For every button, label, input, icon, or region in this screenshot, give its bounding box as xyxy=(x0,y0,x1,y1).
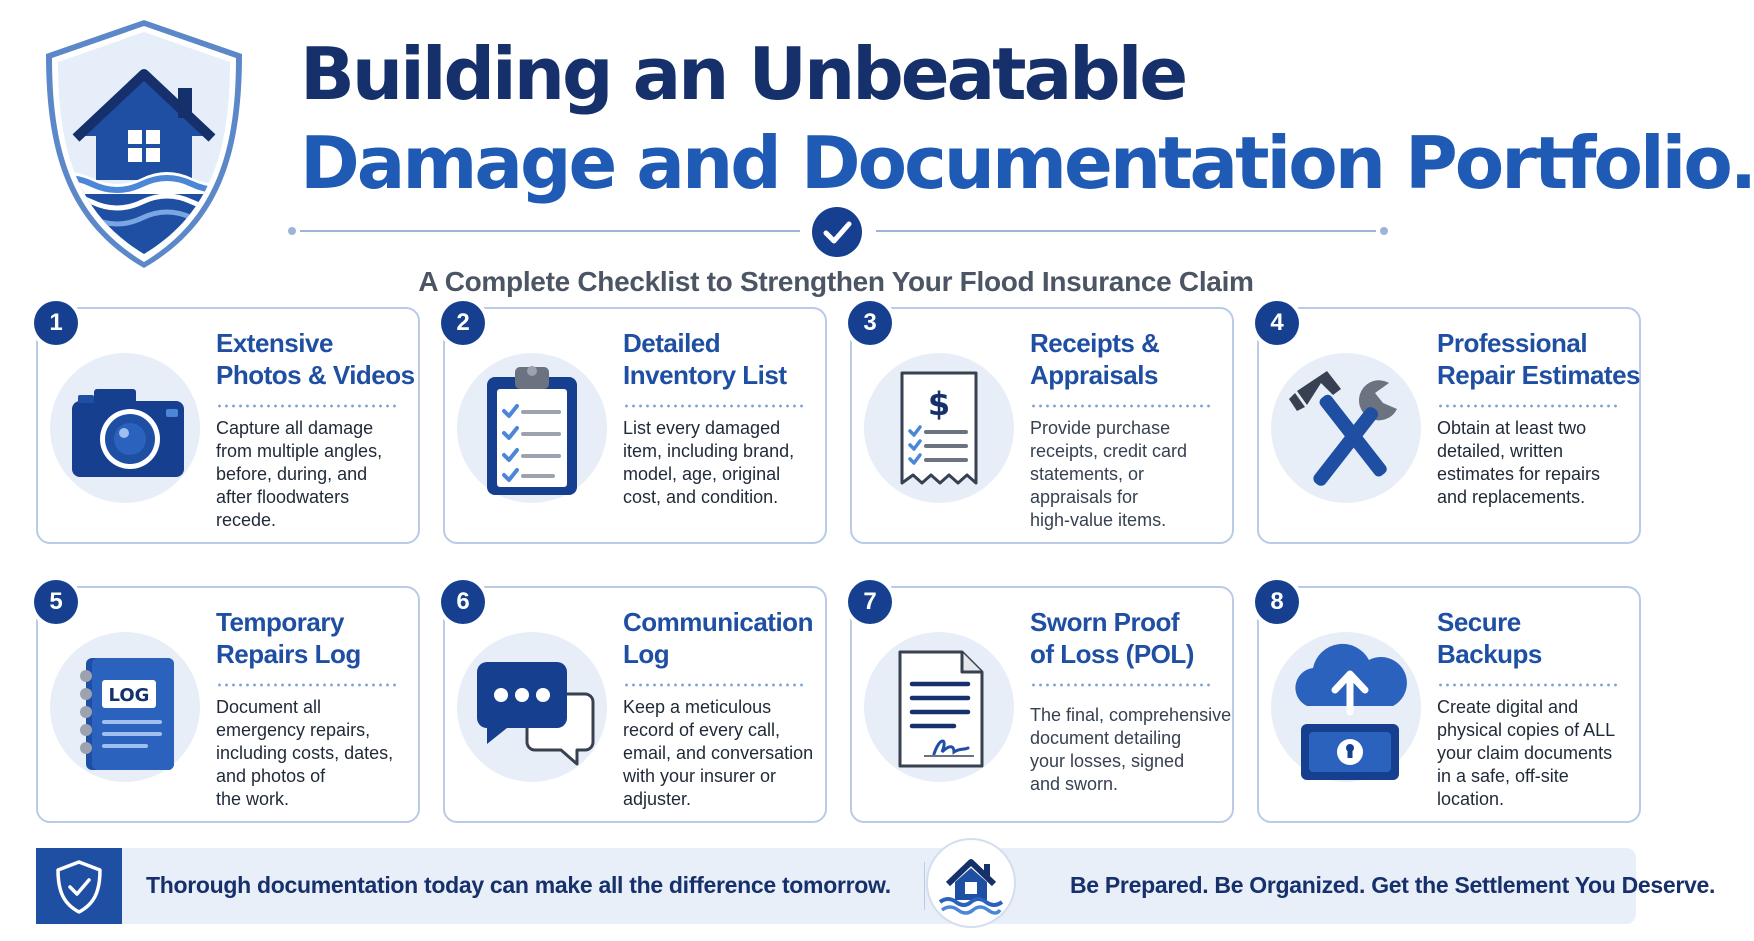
card-title-line: Photos & Videos xyxy=(216,360,415,390)
card-description xyxy=(216,417,416,532)
card-text-line: Obtain at least two xyxy=(1437,418,1587,438)
checklist-card xyxy=(1257,307,1641,544)
checkmark-icon xyxy=(812,207,862,257)
card-title xyxy=(623,606,823,670)
card-number: 6 xyxy=(441,580,485,624)
card-icon-circle xyxy=(1271,632,1421,782)
dotted-divider xyxy=(1437,683,1617,687)
card-title-line: Repairs Log xyxy=(216,639,361,669)
card-text-line: location. xyxy=(1437,789,1505,809)
card-text-line: detailed, written xyxy=(1437,441,1564,461)
footer-banner xyxy=(36,848,1716,924)
card-text-line: adjuster. xyxy=(623,789,692,809)
card-text-line: your claim documents xyxy=(1437,743,1613,763)
checklist-card xyxy=(36,307,420,544)
card-description xyxy=(216,696,416,811)
card-description xyxy=(623,417,823,509)
card-text-line: model, age, original xyxy=(623,464,781,484)
card-text-line: receipts, credit card xyxy=(1030,441,1188,461)
divider-dot-right xyxy=(1380,227,1388,235)
card-title xyxy=(216,327,416,391)
checklist-card xyxy=(443,586,827,823)
dotted-divider xyxy=(623,683,803,687)
divider-left xyxy=(300,230,800,232)
card-number: 4 xyxy=(1255,301,1299,345)
card-title xyxy=(1030,327,1230,391)
card-text-line: after floodwaters xyxy=(216,487,350,507)
card-title-line: Extensive xyxy=(216,328,333,358)
card-description xyxy=(1030,417,1230,532)
page-subtitle: A Complete Checklist to Strengthen Your Flood Insurance Claim xyxy=(418,266,1254,297)
card-icon-circle xyxy=(50,632,200,782)
card-text-line: with your insurer or xyxy=(623,766,777,786)
card-title-line: Appraisals xyxy=(1030,360,1158,390)
card-text-line: in a safe, off-site xyxy=(1437,766,1569,786)
card-title-line: Sworn Proof xyxy=(1030,607,1180,637)
card-icon-circle xyxy=(50,353,200,503)
dotted-divider xyxy=(1030,683,1210,687)
card-text-line: recede. xyxy=(216,510,277,530)
card-title-line: Secure xyxy=(1437,607,1521,637)
card-text-line: from multiple angles, xyxy=(216,441,383,461)
divider-right xyxy=(876,230,1376,232)
shield-check-icon xyxy=(36,848,122,924)
footer-house-badge xyxy=(926,838,1016,928)
hammer-wrench-icon xyxy=(1271,353,1421,503)
receipt-symbol: $ xyxy=(927,385,951,423)
card-description xyxy=(1437,696,1637,811)
card-text-line: your losses, signed xyxy=(1030,751,1185,771)
checklist-card xyxy=(850,307,1234,544)
card-title xyxy=(1030,606,1230,670)
card-text-line: before, during, and xyxy=(216,464,368,484)
cloud-backup-lock-icon xyxy=(1271,632,1421,782)
card-text-line: and replacements. xyxy=(1437,487,1586,507)
card-number: 8 xyxy=(1255,580,1299,624)
card-number: 3 xyxy=(848,301,892,345)
card-number: 2 xyxy=(441,301,485,345)
signed-document-icon xyxy=(864,632,1014,782)
divider-dot-left xyxy=(288,227,296,235)
card-text-line: item, including brand, xyxy=(623,441,795,461)
receipt-icon xyxy=(864,353,1014,503)
card-text-line: Capture all damage xyxy=(216,418,374,438)
clipboard-checklist-icon xyxy=(457,353,607,503)
footer-right-text: Be Prepared. Be Organized. Get the Settlement You Deserve. xyxy=(1070,872,1716,898)
card-description xyxy=(1030,704,1230,796)
card-icon-circle xyxy=(864,632,1014,782)
checklist-card xyxy=(1257,586,1641,823)
card-text-line: Provide purchase xyxy=(1030,418,1171,438)
card-title-line: Inventory List xyxy=(623,360,787,390)
log-notebook-icon xyxy=(50,632,200,782)
card-title-line: Receipts & xyxy=(1030,328,1160,358)
card-icon-circle xyxy=(457,353,607,503)
page-title-line-2: Damage and Documentation Portfolio. xyxy=(300,121,1754,205)
card-number: 5 xyxy=(34,580,78,624)
card-text-line: appraisals for xyxy=(1030,487,1139,507)
camera-icon xyxy=(50,353,200,503)
card-text-line: email, and conversation xyxy=(623,743,814,763)
card-text-line: physical copies of ALL xyxy=(1437,720,1616,740)
footer-separator xyxy=(924,862,925,910)
card-text-line: Create digital and xyxy=(1437,697,1579,717)
card-title-line: Repair Estimates xyxy=(1437,360,1640,390)
card-text-line: statements, or xyxy=(1030,464,1145,484)
checklist-card xyxy=(36,586,420,823)
footer-left-text: Thorough documentation today can make all the difference tomorrow. xyxy=(146,872,891,898)
dotted-divider xyxy=(623,404,803,408)
shield-house-flood-icon xyxy=(42,18,247,270)
card-text-line: and photos of xyxy=(216,766,326,786)
page-title-line-1: Building an Unbeatable xyxy=(300,32,1186,116)
dotted-divider xyxy=(216,683,396,687)
card-title xyxy=(623,327,823,391)
card-text-line: cost, and condition. xyxy=(623,487,779,507)
card-title xyxy=(1437,606,1637,670)
card-text-line: and sworn. xyxy=(1030,774,1119,794)
card-text-line: List every damaged xyxy=(623,418,781,438)
footer-shield-box xyxy=(36,848,122,924)
card-icon-circle xyxy=(864,353,1014,503)
card-title-line: of Loss (POL) xyxy=(1030,639,1194,669)
card-description xyxy=(1437,417,1637,509)
checklist-card xyxy=(443,307,827,544)
checklist-card xyxy=(850,586,1234,823)
card-text-line: document detailing xyxy=(1030,728,1182,748)
card-number: 1 xyxy=(34,301,78,345)
card-text-line: Keep a meticulous xyxy=(623,697,772,717)
dotted-divider xyxy=(1030,404,1210,408)
card-text-line: The final, comprehensive xyxy=(1030,705,1232,725)
log-label: LOG xyxy=(108,685,150,706)
card-description xyxy=(623,696,823,811)
card-text-line: Document all xyxy=(216,697,322,717)
card-text-line: estimates for repairs xyxy=(1437,464,1601,484)
card-title-line: Log xyxy=(623,639,670,669)
card-text-line: the work. xyxy=(216,789,290,809)
card-number: 7 xyxy=(848,580,892,624)
card-icon-circle xyxy=(457,632,607,782)
dotted-divider xyxy=(216,404,396,408)
card-title-line: Professional xyxy=(1437,328,1588,358)
check-badge xyxy=(812,207,862,257)
chat-bubbles-icon xyxy=(457,632,607,782)
card-title xyxy=(216,606,416,670)
card-text-line: emergency repairs, xyxy=(216,720,371,740)
card-title-line: Detailed xyxy=(623,328,721,358)
card-text-line: including costs, dates, xyxy=(216,743,394,763)
card-title-line: Backups xyxy=(1437,639,1542,669)
card-title-line: Temporary xyxy=(216,607,344,637)
card-title-line: Communication xyxy=(623,607,813,637)
card-text-line: record of every call, xyxy=(623,720,781,740)
card-icon-circle xyxy=(1271,353,1421,503)
dotted-divider xyxy=(1437,404,1617,408)
card-text-line: high-value items. xyxy=(1030,510,1167,530)
card-title xyxy=(1437,327,1640,391)
house-flood-icon xyxy=(928,840,1014,926)
